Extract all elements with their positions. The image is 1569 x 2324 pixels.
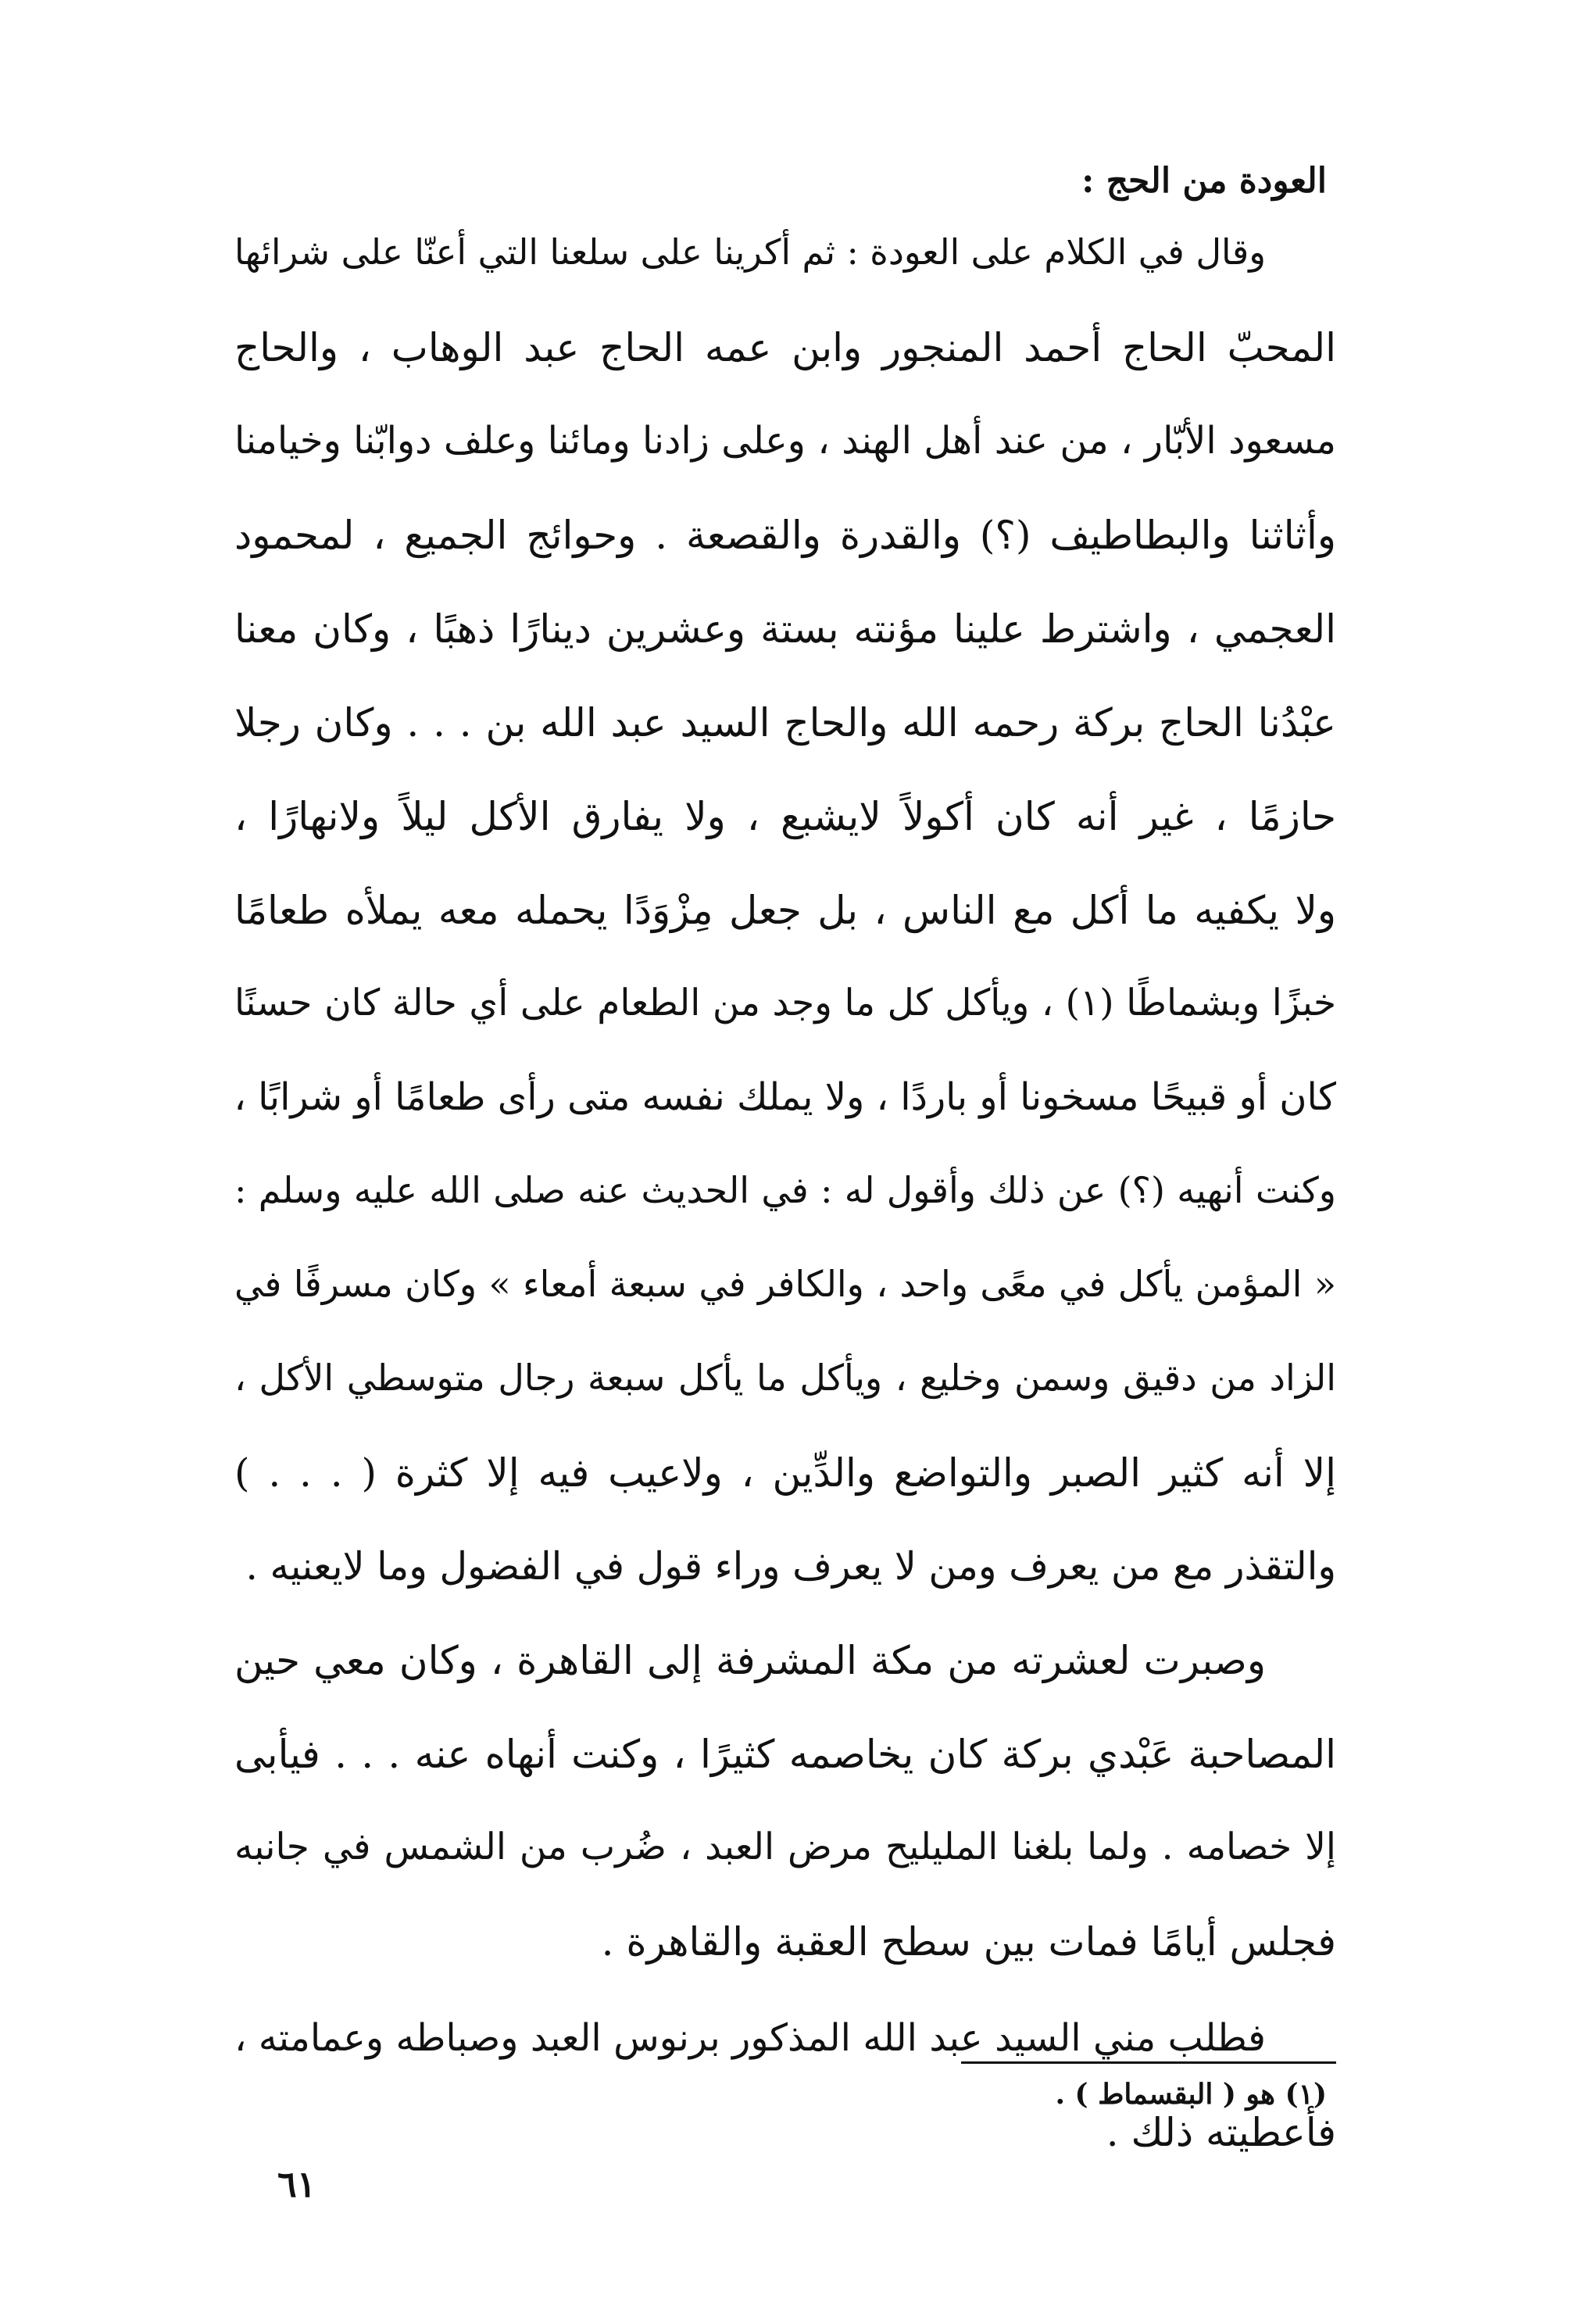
text-line: إلا خصامه . ولما بلغنا المليليح مرض العبد ، ضُرب من الشمس في جانبه (234, 1825, 1336, 1868)
text-line: فجلس أيامًا فمات بين سطح العقبة والقاهرة . (601, 1919, 1336, 1965)
text-line: إلا أنه كثير الصبر والتواضع والدِّين ، ولاعيب فيه إلا كثرة ( . . . ) (234, 1450, 1336, 1496)
text-line: ولا يكفيه ما أكل مع الناس ، بل جعل مِزْوَدًا يحمله معه يملأه طعامًا (234, 888, 1336, 933)
text-line: خبزًا وبشماطًا (١) ، ويأكل كل ما وجد من الطعام على أي حالة كان حسنًا (234, 981, 1336, 1024)
text-line: فطلب مني السيد عبد الله المذكور برنوس العبد وصباطه وعمامته ، (234, 2016, 1266, 2060)
section-heading: العودة من الحج : (1081, 161, 1327, 201)
page-number: ٦١ (277, 2163, 316, 2205)
text-line: الزاد من دقيق وسمن وخليع ، ويأكل ما يأكل سبعة رجال متوسطي الأكل ، (234, 1357, 1336, 1399)
text-line: مسعود الأبّار ، من عند أهل الهند ، وعلى زادنا ومائنا وعلف دوابّنا وخيامنا (234, 419, 1336, 463)
text-line: فأعطيته ذلك . (1106, 2110, 1336, 2155)
text-line: العجمي ، واشترط علينا مؤنته بستة وعشرين دينارًا ذهبًا ، وكان معنا (234, 606, 1336, 652)
text-line: المصاحبة عَبْدي بركة كان يخاصمه كثيرًا ، وكنت أنهاه عنه . . . فيأبى (234, 1732, 1336, 1777)
text-line: وكنت أنهيه (؟) عن ذلك وأقول له : في الحديث عنه صلى الله عليه وسلم : (234, 1169, 1336, 1211)
text-line: والتقذر مع من يعرف ومن لا يعرف وراء قول في الفضول وما لايعنيه . (245, 1544, 1336, 1589)
text-line: المحبّ الحاج أحمد المنجور وابن عمه الحاج عبد الوهاب ، والحاج (234, 325, 1336, 370)
text-line: وقال في الكلام على العودة : ثم أكرينا على سلعنا التي أعنّا على شرائها (234, 231, 1266, 273)
text-line: وصبرت لعشرته من مكة المشرفة إلى القاهرة ، وكان معي حين (234, 1638, 1266, 1683)
text-line: وأثاثنا والبطاطيف (؟) والقدرة والقصعة . وحوائج الجميع ، لمحمود (234, 513, 1336, 558)
footnote: (١) هو ( البقسماط ) . (1055, 2078, 1327, 2111)
footnote-divider (961, 2061, 1336, 2064)
text-line: كان أو قبيحًا مسخونا أو باردًا ، ولا يملك نفسه متى رأى طعامًا أو شرابًا ، (234, 1075, 1336, 1119)
text-line: حازمًا ، غير أنه كان أكولاً لايشبع ، ولا يفارق الأكل ليلاً ولانهارًا ، (234, 794, 1336, 839)
text-line: عبْدُنا الحاج بركة رحمه الله والحاج السيد عبد الله بن . . . وكان رجلا (234, 700, 1336, 745)
text-line: « المؤمن يأكل في معًى واحد ، والكافر في سبعة أمعاء » وكان مسرفًا في (234, 1263, 1336, 1305)
